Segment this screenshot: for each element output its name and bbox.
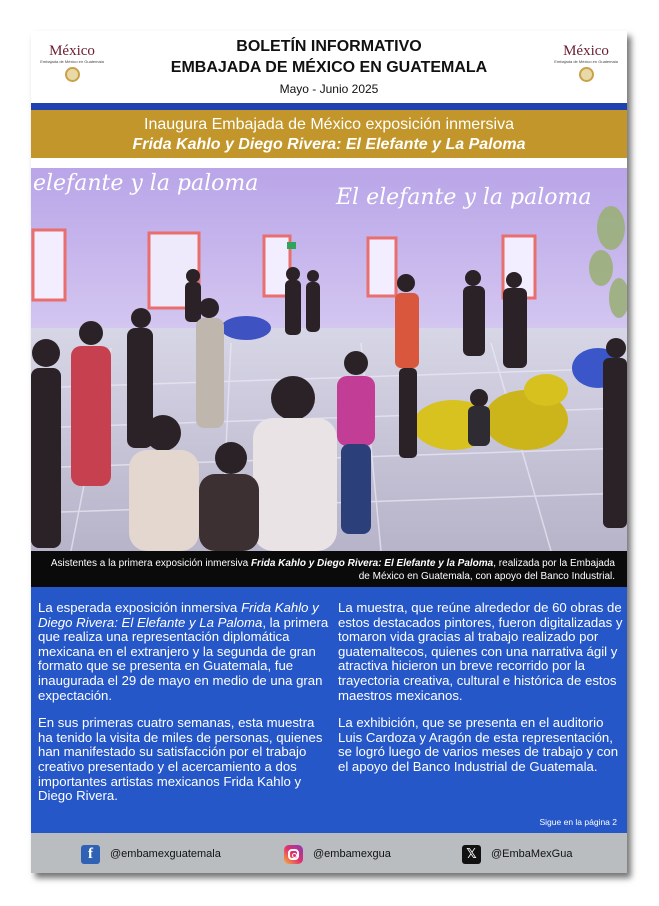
bulletin-page (31, 31, 627, 873)
paragraph-text: , la primera que realiza una representación diplomática mexicana en el extranjero y la segunda de gran formato que se presenta en Guatemala, fue inaugurada el 29 de mayo en medio de una gran expectación. (38, 614, 329, 703)
exhibition-name: Frida Kahlo y Diego Rivera: El Elefante y La Paloma (132, 136, 526, 153)
x-handle: @EmbaMexGua (491, 848, 573, 860)
logo-subtitle: Embajada de México en Guatemala (554, 59, 618, 64)
instagram-icon (284, 845, 303, 864)
article-column-left (38, 601, 330, 817)
paragraph-text: La esperada exposición inmersiva (38, 600, 242, 615)
mexico-logo-right (551, 43, 621, 82)
logo-word: México (49, 43, 95, 59)
article-body (31, 587, 627, 833)
instagram-handle: @embamexgua (313, 848, 391, 860)
logo-subtitle: Embajada de México en Guatemala (40, 59, 104, 64)
exhibition-photo-illustration (31, 168, 627, 551)
caption-text: Asistentes a la primera exposición inmersiva (50, 558, 251, 569)
facebook-handle: @embamexguatemala (110, 848, 221, 860)
seal-icon (65, 67, 80, 82)
mexico-logo-left (37, 43, 107, 82)
photo-caption (31, 551, 627, 587)
continued-note: Sigue en la página 2 (539, 817, 617, 827)
article-paragraph: La muestra, que reúne alrededor de 60 obras de estos destacados pintores, fueron digitalizadas y tomaron vida gracias al trabajo realizado por guatemaltecos, quienes con una narrativa ágil y atractiva hicieron un breve recorrido por la trayectoria creativa, cultural e histórica de estos maestros mexicanos. (338, 600, 623, 703)
caption-exhibition-name: Frida Kahlo y Diego Rivera: El Elefante y la Paloma (250, 558, 494, 569)
facebook-link[interactable] (81, 844, 221, 864)
article-paragraph: La exhibición, que se presenta en el auditorio Luis Cardoza y Aragón de esta representación, se logró luego de varios meses de trabajo y con el apoyo del Banco Industrial de Guatemala. (338, 715, 619, 774)
headline-banner (31, 110, 627, 158)
headline: Inaugura Embajada de México exposición inmersiva (144, 116, 514, 133)
paragraph-exhibition-name: Frida Kahlo y Diego Rivera: El Elefante y La Paloma (38, 600, 319, 630)
embassy-title: EMBAJADA DE MÉXICO EN GUATEMALA (170, 59, 488, 76)
article-paragraph (38, 601, 330, 703)
header (31, 31, 627, 103)
exhibition-photo (31, 168, 627, 551)
facebook-icon: f (81, 845, 100, 864)
instagram-link[interactable] (284, 844, 391, 864)
logo-word: México (563, 43, 609, 59)
bulletin-title: BOLETÍN INFORMATIVO (236, 38, 422, 55)
wall-text-right: El elefante y la paloma (336, 185, 592, 210)
x-link[interactable] (462, 844, 572, 864)
wall-text-left: elefante y la paloma (33, 171, 259, 196)
issue-date: Mayo - Junio 2025 (279, 82, 379, 96)
social-footer (31, 833, 627, 873)
article-paragraph: En sus primeras cuatro semanas, esta muestra ha tenido la visita de miles de personas, quienes han manifestado su satisfacción por el trabajo creativo presentado y el acercamiento a dos importantes artistas mexicanos Frida Kahlo y Diego Rivera. (38, 715, 323, 804)
article-column-right (338, 601, 624, 788)
caption-text-end: , realizada por la Embajada de México en Guatemala, con apoyo del Banco Industrial. (358, 558, 615, 582)
x-icon: 𝕏 (462, 845, 481, 864)
blue-divider (31, 103, 627, 110)
seal-icon (579, 67, 594, 82)
